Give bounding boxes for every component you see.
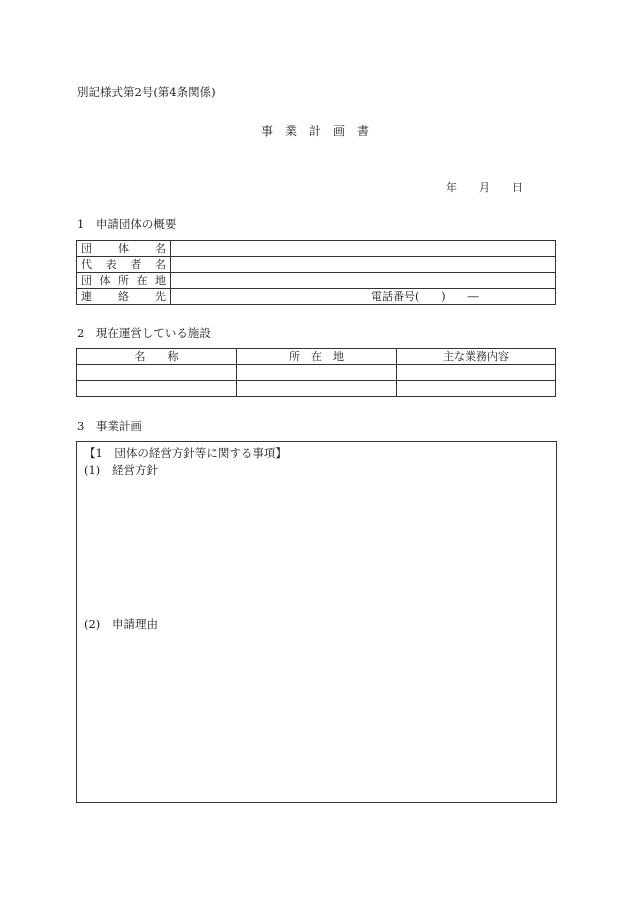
item-label: 経営方針 [112, 463, 158, 477]
contact-field[interactable] [171, 289, 556, 305]
table-cell[interactable] [77, 365, 237, 381]
plan-item-application-reason [84, 616, 158, 632]
business-plan-box[interactable] [76, 441, 557, 803]
contact-label: 連絡先 [77, 289, 171, 305]
form-number: 別記様式第2号(第4条関係) [77, 85, 216, 99]
table-cell[interactable] [237, 381, 397, 397]
facilities-table [76, 348, 556, 397]
table-row [77, 273, 556, 289]
address-label: 団体所在地 [77, 273, 171, 289]
item-number: (1) [84, 463, 101, 477]
table-cell[interactable] [397, 365, 556, 381]
column-header-business: 主な業務内容 [397, 349, 556, 365]
plan-item-management-policy [84, 462, 158, 478]
organization-table [76, 240, 556, 305]
date-line: 年 月 日 [446, 181, 523, 194]
plan-box-heading: 【1 団体の経営方針等に関する事項】 [84, 446, 287, 460]
section1-heading: 1 申請団体の概要 [77, 217, 177, 231]
column-header-location: 所 在 地 [237, 349, 397, 365]
column-header-name: 名 称 [77, 349, 237, 365]
table-cell[interactable] [77, 381, 237, 397]
table-row [77, 241, 556, 257]
table-cell[interactable] [397, 381, 556, 397]
org-name-field[interactable] [171, 241, 556, 257]
section3-heading: 3 事業計画 [77, 419, 142, 433]
table-row [77, 365, 556, 381]
table-row [77, 289, 556, 305]
phone-number-text: 電話番号( ) ― [371, 290, 479, 303]
table-cell[interactable] [237, 365, 397, 381]
org-name-label: 団体名 [77, 241, 171, 257]
address-field[interactable] [171, 273, 556, 289]
item-number: (2) [84, 617, 101, 631]
item-label: 申請理由 [112, 617, 158, 631]
table-row [77, 381, 556, 397]
table-row [77, 257, 556, 273]
document-title: 事 業 計 画 書 [260, 124, 369, 138]
section2-heading: 2 現在運営している施設 [77, 326, 211, 340]
table-header-row [77, 349, 556, 365]
representative-field[interactable] [171, 257, 556, 273]
representative-label: 代表者名 [77, 257, 171, 273]
